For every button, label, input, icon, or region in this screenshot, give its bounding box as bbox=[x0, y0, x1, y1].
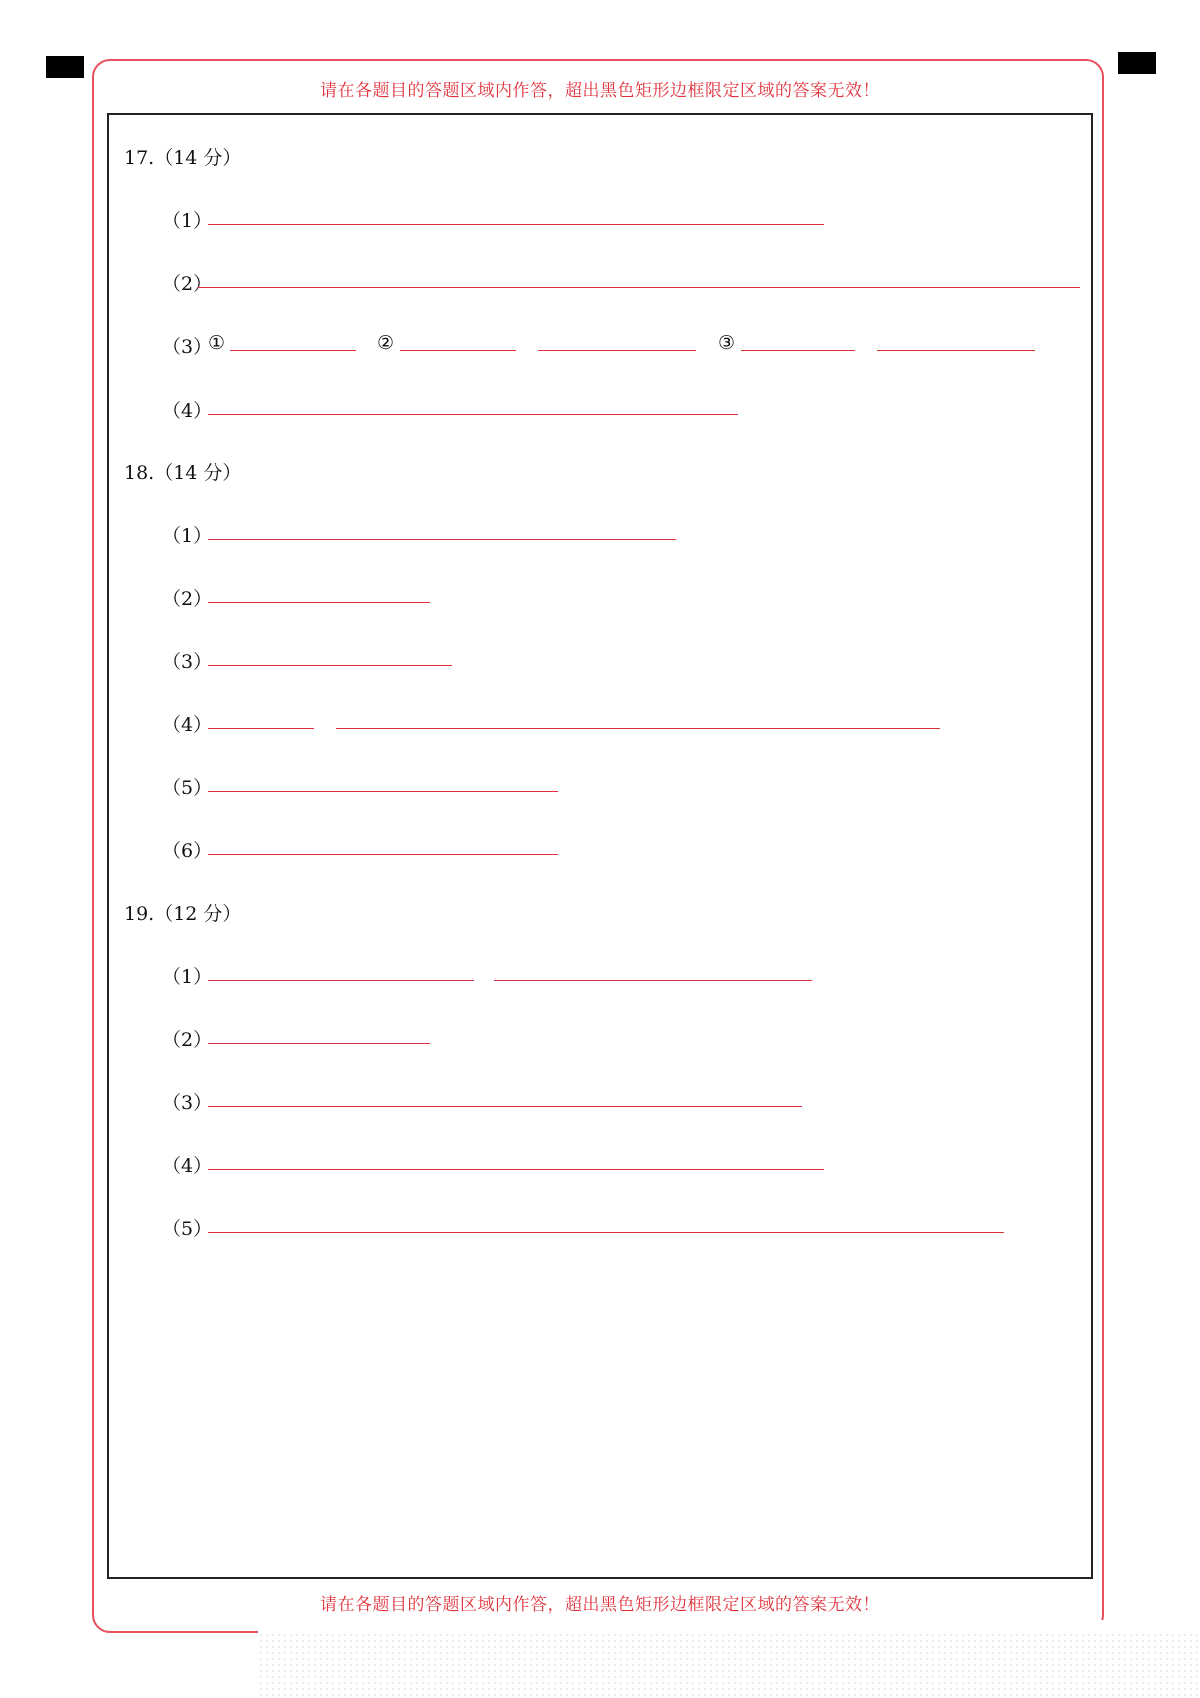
q17-part-3-blank-4[interactable] bbox=[741, 350, 855, 351]
q18-part-4-blank-1[interactable] bbox=[208, 728, 314, 729]
q17-part-3-blank-3[interactable] bbox=[538, 350, 696, 351]
q19-part-5-blank[interactable] bbox=[208, 1232, 1004, 1233]
q18-part-5-blank[interactable] bbox=[208, 791, 558, 792]
q17-part-3-circled-1: ① bbox=[208, 332, 226, 354]
q19-part-4-blank[interactable] bbox=[208, 1169, 824, 1170]
q19-part-2-blank[interactable] bbox=[208, 1043, 430, 1044]
q17-part-3-blank-5[interactable] bbox=[877, 350, 1035, 351]
alignment-mark-right bbox=[1118, 52, 1156, 74]
q19-part-5-label: （5） bbox=[162, 1218, 213, 1240]
q19-part-1-blank-2[interactable] bbox=[494, 980, 812, 981]
q18-part-3-blank[interactable] bbox=[208, 665, 452, 666]
answer-area-frame bbox=[107, 113, 1093, 1579]
q19-part-3-blank[interactable] bbox=[208, 1106, 802, 1107]
q19-part-1-blank-1[interactable] bbox=[208, 980, 474, 981]
q17-part-1-blank[interactable] bbox=[208, 224, 824, 225]
q17-part-3-label: （3） bbox=[162, 336, 213, 358]
q18-part-5-label: （5） bbox=[162, 777, 213, 799]
q17-part-3-circled-2: ② bbox=[377, 332, 395, 354]
q17-part-2-label: （2） bbox=[162, 273, 213, 295]
q19-part-1-label: （1） bbox=[162, 966, 213, 988]
notice-top: 请在各题目的答题区域内作答，超出黑色矩形边框限定区域的答案无效！ bbox=[320, 81, 880, 101]
q19-part-2-label: （2） bbox=[162, 1029, 213, 1051]
q17-part-3-blank-1[interactable] bbox=[230, 350, 356, 351]
q18-part-3-label: （3） bbox=[162, 651, 213, 673]
q18-part-1-label: （1） bbox=[162, 525, 213, 547]
scan-dot-texture bbox=[258, 1632, 1200, 1698]
q17-part-4-label: （4） bbox=[162, 400, 213, 422]
q19-part-3-label: （3） bbox=[162, 1092, 213, 1114]
question-18-title: 18.（14 分） bbox=[124, 462, 242, 484]
alignment-mark-left bbox=[46, 56, 84, 78]
q18-part-2-blank[interactable] bbox=[208, 602, 430, 603]
notice-bottom: 请在各题目的答题区域内作答，超出黑色矩形边框限定区域的答案无效！ bbox=[320, 1595, 880, 1615]
q17-part-4-blank[interactable] bbox=[208, 414, 738, 415]
question-19-title: 19.（12 分） bbox=[124, 903, 242, 925]
q18-part-2-label: （2） bbox=[162, 588, 213, 610]
q18-part-4-label: （4） bbox=[162, 714, 213, 736]
q18-part-6-label: （6） bbox=[162, 840, 213, 862]
q18-part-1-blank[interactable] bbox=[208, 539, 676, 540]
q18-part-6-blank[interactable] bbox=[208, 854, 558, 855]
q17-part-1-label: （1） bbox=[162, 210, 213, 232]
question-17-title: 17.（14 分） bbox=[124, 147, 242, 169]
q17-part-3-blank-2[interactable] bbox=[400, 350, 516, 351]
q17-part-3-circled-3: ③ bbox=[718, 332, 736, 354]
q18-part-4-blank-2[interactable] bbox=[336, 728, 940, 729]
q17-part-2-blank[interactable] bbox=[198, 287, 1080, 288]
q19-part-4-label: （4） bbox=[162, 1155, 213, 1177]
